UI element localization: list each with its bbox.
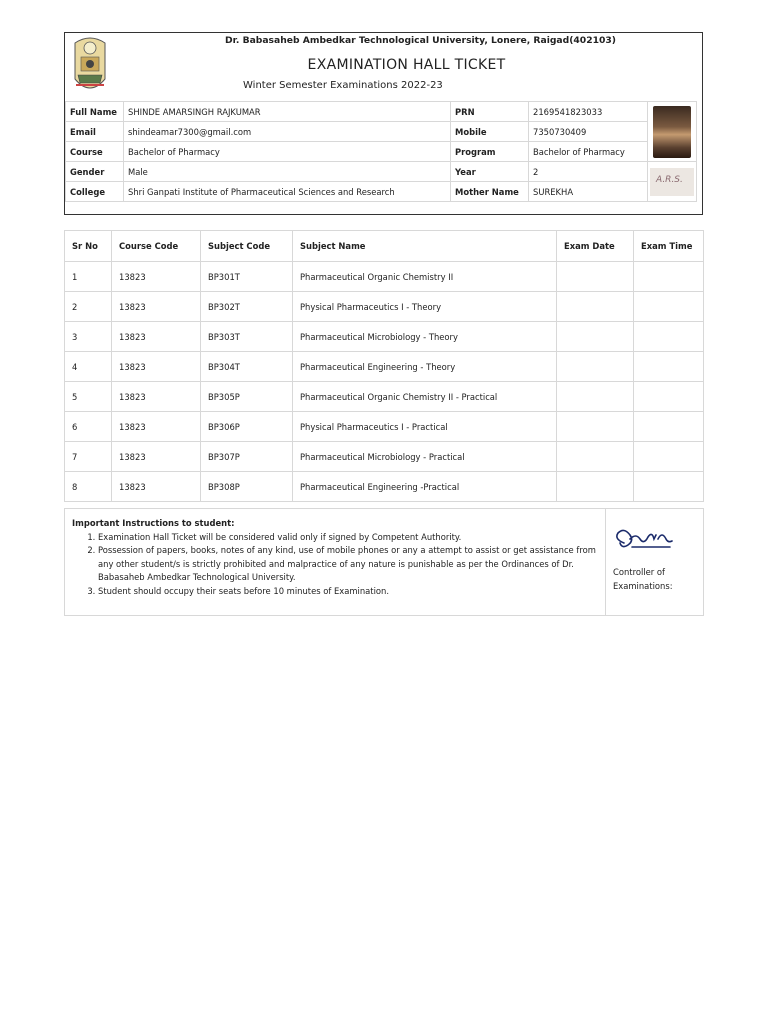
exam-date [557, 262, 634, 292]
table-row [65, 442, 704, 472]
exam-time [634, 322, 704, 352]
exam-time [634, 472, 704, 502]
table-row [65, 382, 704, 412]
student-photo [653, 106, 691, 158]
exam-time [634, 352, 704, 382]
subject-code: BP305P [201, 382, 293, 412]
subjects-header-row [65, 231, 704, 262]
sr-no: 5 [65, 382, 112, 412]
col-subject-name: Subject Name [293, 231, 557, 262]
subject-code: BP303T [201, 322, 293, 352]
year-label: Year [451, 162, 529, 182]
table-row [65, 412, 704, 442]
subject-name: Pharmaceutical Engineering - Theory [293, 352, 557, 382]
prn-label: PRN [451, 102, 529, 122]
instructions-box [64, 508, 704, 616]
subject-name: Pharmaceutical Microbiology - Practical [293, 442, 557, 472]
signature-cell [648, 162, 697, 202]
exam-date [557, 292, 634, 322]
course-code: 13823 [112, 322, 201, 352]
subject-code: BP308P [201, 472, 293, 502]
table-row [65, 292, 704, 322]
course-code: 13823 [112, 352, 201, 382]
col-exam-date: Exam Date [557, 231, 634, 262]
controller-label [613, 566, 673, 593]
course-code: 13823 [112, 382, 201, 412]
program-label: Program [451, 142, 529, 162]
mother-name-label: Mother Name [451, 182, 529, 202]
exam-date [557, 382, 634, 412]
gender-value: Male [124, 162, 451, 182]
controller-signature-icon [612, 525, 678, 555]
subject-name: Physical Pharmaceutics I - Theory [293, 292, 557, 322]
semester-label: Winter Semester Examinations 2022-23 [243, 80, 443, 91]
subject-code: BP304T [201, 352, 293, 382]
email-value: shindeamar7300@gmail.com [124, 122, 451, 142]
student-signature [650, 168, 694, 196]
sr-no: 2 [65, 292, 112, 322]
controller-cell [605, 509, 704, 615]
sr-no: 1 [65, 262, 112, 292]
university-name: Dr. Babasaheb Ambedkar Technological University, Lonere, Raigad(402103) [225, 35, 616, 46]
email-label: Email [66, 122, 124, 142]
course-code: 13823 [112, 292, 201, 322]
table-row [65, 322, 704, 352]
table-row [65, 262, 704, 292]
course-code: 13823 [112, 472, 201, 502]
mobile-value: 7350730409 [529, 122, 648, 142]
sr-no: 8 [65, 472, 112, 502]
exam-date [557, 352, 634, 382]
mother-name-value: SUREKHA [529, 182, 648, 202]
page-title: EXAMINATION HALL TICKET [307, 57, 506, 73]
instructions [72, 517, 602, 598]
course-label: Course [66, 142, 124, 162]
col-subject-code: Subject Code [201, 231, 293, 262]
photo-cell [648, 102, 697, 162]
mobile-label: Mobile [451, 122, 529, 142]
table-row [65, 472, 704, 502]
controller-line1: Controller of [613, 567, 665, 577]
signature-text: A.R.S. [656, 174, 683, 185]
prn-value: 2169541823033 [529, 102, 648, 122]
exam-time [634, 292, 704, 322]
exam-time [634, 412, 704, 442]
table-row [65, 352, 704, 382]
course-code: 13823 [112, 412, 201, 442]
exam-date [557, 412, 634, 442]
gender-label: Gender [66, 162, 124, 182]
sr-no: 6 [65, 412, 112, 442]
instruction-item: 1. Examination Hall Ticket will be considered valid only if signed by Competent Authority. [98, 531, 602, 545]
col-course-code: Course Code [112, 231, 201, 262]
subjects-table [64, 230, 704, 502]
col-sr-no: Sr No [65, 231, 112, 262]
program-value: Bachelor of Pharmacy [529, 142, 648, 162]
exam-time [634, 262, 704, 292]
controller-line2: Examinations: [613, 580, 673, 591]
sr-no: 7 [65, 442, 112, 472]
subject-name: Pharmaceutical Microbiology - Theory [293, 322, 557, 352]
instruction-item: 2. Possession of papers, books, notes of any kind, use of mobile phones or any a attempt to assist or get assistance from any other student/s is strictly prohibited and malpractice of any nature is punishable as per the Ordinances of Dr. Babasaheb Ambedkar Technological University. [98, 544, 602, 585]
exam-time [634, 382, 704, 412]
course-code: 13823 [112, 442, 201, 472]
sr-no: 4 [65, 352, 112, 382]
instructions-title: Important Instructions to student: [72, 518, 235, 528]
subject-code: BP306P [201, 412, 293, 442]
subject-code: BP301T [201, 262, 293, 292]
student-info-table [65, 101, 697, 202]
course-code: 13823 [112, 262, 201, 292]
full-name-label: Full Name [66, 102, 124, 122]
year-value: 2 [529, 162, 648, 182]
col-exam-time: Exam Time [634, 231, 704, 262]
exam-time [634, 442, 704, 472]
instructions-list [72, 531, 602, 599]
instruction-item: 3. Student should occupy their seats before 10 minutes of Examination. [98, 585, 602, 599]
exam-date [557, 472, 634, 502]
hall-ticket-header [64, 32, 703, 215]
full-name-value: SHINDE AMARSINGH RAJKUMAR [124, 102, 451, 122]
subject-name: Physical Pharmaceutics I - Practical [293, 412, 557, 442]
subject-name: Pharmaceutical Organic Chemistry II - Practical [293, 382, 557, 412]
college-value: Shri Ganpati Institute of Pharmaceutical Sciences and Research [124, 182, 451, 202]
exam-date [557, 322, 634, 352]
subject-name: Pharmaceutical Organic Chemistry II [293, 262, 557, 292]
exam-date [557, 442, 634, 472]
course-value: Bachelor of Pharmacy [124, 142, 451, 162]
subject-name: Pharmaceutical Engineering -Practical [293, 472, 557, 502]
sr-no: 3 [65, 322, 112, 352]
subject-code: BP302T [201, 292, 293, 322]
subject-code: BP307P [201, 442, 293, 472]
college-label: College [66, 182, 124, 202]
